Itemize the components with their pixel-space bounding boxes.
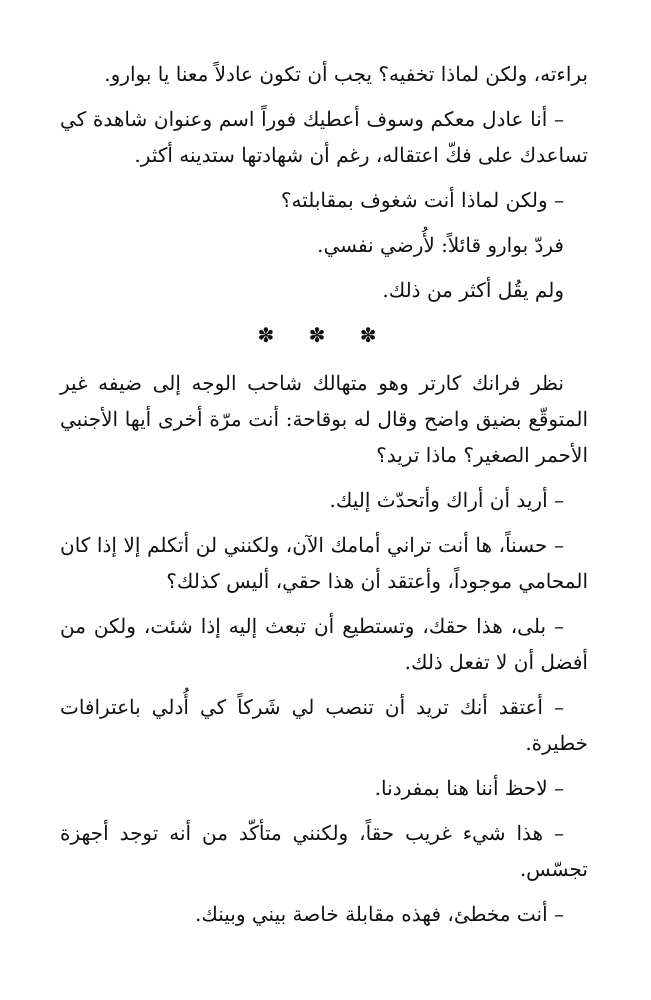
- dialogue-paragraph: – بلى، هذا حقك، وتستطيع أن تبعث إليه إذا شئت، ولكن من أفضل أن لا تفعل ذلك.: [60, 614, 588, 674]
- section-separator: ✽ ✽ ✽: [257, 323, 391, 347]
- paragraph: فردّ بوارو قائلاً: لأُرضي نفسي.: [317, 233, 564, 257]
- dialogue-paragraph: – أريد أن أراك وأتحدّث إليك.: [329, 488, 564, 512]
- dialogue-paragraph: – أنا عادل معكم وسوف أعطيك فوراً اسم وعنوان شاهدة كي تساعدك على فكّ اعتقاله، رغم أن شهادتها ستدينه أكثر.: [60, 107, 588, 167]
- dialogue-paragraph: – ولكن لماذا أنت شغوف بمقابلته؟: [280, 188, 564, 212]
- paragraph: ولم يقُل أكثر من ذلك.: [382, 278, 564, 302]
- paragraph: نظر فرانك كارتر وهو متهالك شاحب الوجه إلى ضيفه غير المتوقّع بضيق واضح وقال له بوقاحة: أنت مرّة أخرى أيها الأجنبي الأحمر الصغير؟ ماذا تريد؟: [60, 371, 588, 467]
- dialogue-paragraph: – حسناً، ها أنت تراني أمامك الآن، ولكنني لن أتكلم إلا إذا كان المحامي موجوداً، وأعتقد أن هذا حقي، أليس كذلك؟: [60, 533, 588, 593]
- dialogue-paragraph: – أعتقد أنك تريد أن تنصب لي شَركاً كي أُدلي باعترافات خطيرة.: [60, 695, 588, 755]
- book-page: [60, 56, 588, 941]
- paragraph: براءته، ولكن لماذا تخفيه؟ يجب أن تكون عادلاً معنا يا بوارو.: [104, 62, 588, 86]
- dialogue-paragraph: – هذا شيء غريب حقاً، ولكنني متأكّد من أنه توجد أجهزة تجسّس.: [60, 821, 588, 881]
- dialogue-paragraph: – لاحظ أننا هنا بمفردنا.: [374, 776, 564, 800]
- dialogue-paragraph: – أنت مخطئ، فهذه مقابلة خاصة بيني وبينك.: [195, 902, 564, 926]
